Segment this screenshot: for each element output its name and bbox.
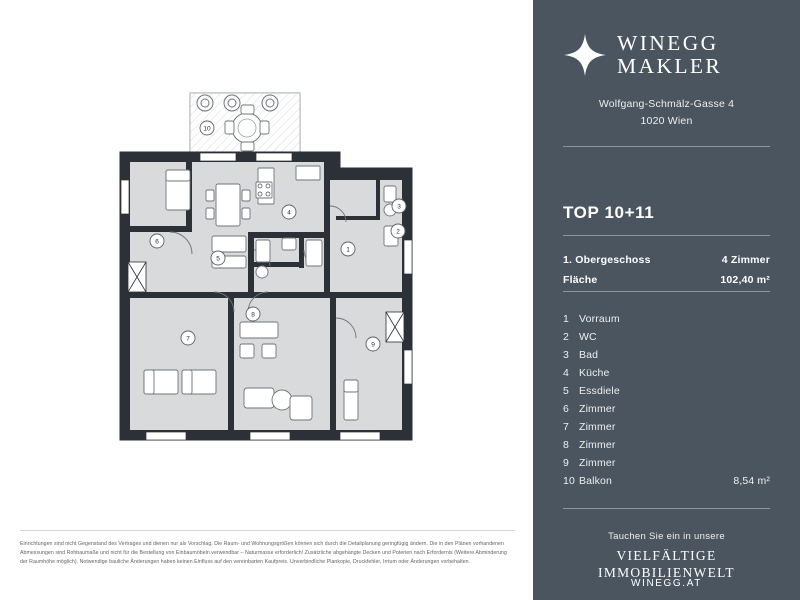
svg-text:4: 4 xyxy=(287,209,291,217)
svg-text:8: 8 xyxy=(251,311,255,319)
room-number: 9 xyxy=(563,457,569,469)
brand-wordmark xyxy=(617,32,722,78)
room-name: WC xyxy=(579,331,597,343)
room-number: 10 xyxy=(563,475,575,487)
brand-logo[interactable] xyxy=(563,32,770,78)
footer-tagline: Tauchen Sie ein in unsere xyxy=(608,531,725,542)
unit-floor-row xyxy=(563,254,770,266)
list-item xyxy=(563,367,770,385)
divider-2 xyxy=(563,235,770,236)
list-item xyxy=(563,403,770,421)
footer-claim-line2: IMMOBILIENWELT xyxy=(598,564,735,580)
room-number: 8 xyxy=(563,439,569,451)
room-number: 1 xyxy=(563,313,569,325)
room-name: Essdiele xyxy=(579,385,620,397)
room-name: Küche xyxy=(579,367,610,379)
svg-text:5: 5 xyxy=(216,255,220,263)
disclaimer-text: Einrichtungen sind nicht Gegenstand des Vertrages und dienen nur als Vorschlag. Die Raum- und Wohnungsgrößen können sich durch die Detailplanung geringfügig ändern. Die in den Plänen vorhandenen Abmessungen sind Rohbaumaße und nicht für die Bestellung von Einbaumöbeln verwendbar – Naturmasse erforderlich! Zusätzliche abgehängte Decken und Poterien nach Erfordernis (Weitere Abminderung der Raumhöhe möglich). Notwendige bauliche Änderungen haben keinen Einfluss auf den vereinbarten Kaufpreis. Unverbindliche Plankopie, Druckfehler, Irrtum oder Änderungen vorbehalten. xyxy=(20,541,507,566)
footer-claim xyxy=(533,548,800,582)
disclaimer-divider xyxy=(20,530,515,531)
info-panel-content xyxy=(533,0,800,600)
divider-3 xyxy=(563,291,770,292)
unit-area-value: 102,40 m² xyxy=(720,274,770,286)
room-number: 7 xyxy=(563,421,569,433)
list-item xyxy=(563,313,770,331)
footer-website[interactable]: WINEGG.AT xyxy=(631,578,702,589)
svg-text:2: 2 xyxy=(396,228,400,236)
divider-1 xyxy=(563,146,770,147)
room-name: Bad xyxy=(579,349,599,361)
list-item xyxy=(563,439,770,457)
list-item xyxy=(563,457,770,475)
svg-text:1: 1 xyxy=(346,246,350,254)
info-panel xyxy=(533,0,800,600)
unit-area-label: Fläche xyxy=(563,274,598,286)
footer-claim-line1: VIELFÄLTIGE xyxy=(616,548,717,563)
unit-rooms-value: 4 Zimmer xyxy=(721,254,770,266)
room-name: Zimmer xyxy=(579,439,616,451)
list-item xyxy=(563,421,770,439)
address-city: 1020 Wien xyxy=(640,115,693,128)
room-legend-list xyxy=(563,313,770,493)
room-name: Zimmer xyxy=(579,457,616,469)
property-address xyxy=(533,96,800,131)
unit-title: TOP 10+11 xyxy=(563,203,655,222)
room-name: Vorraum xyxy=(579,313,620,325)
room-name: Balkon xyxy=(579,475,613,487)
svg-text:9: 9 xyxy=(371,341,375,349)
list-item xyxy=(563,331,770,349)
unit-floor-label: 1. Obergeschoss xyxy=(563,254,651,266)
room-number: 4 xyxy=(563,367,569,379)
list-item xyxy=(563,385,770,403)
divider-4 xyxy=(563,508,770,509)
room-number: 3 xyxy=(563,349,569,361)
room-name: Zimmer xyxy=(579,421,616,433)
list-item xyxy=(563,475,770,493)
address-street: Wolfgang-Schmälz-Gasse 4 xyxy=(598,98,735,110)
list-item xyxy=(563,349,770,367)
svg-text:7: 7 xyxy=(186,335,190,343)
svg-text:3: 3 xyxy=(397,203,401,211)
room-number: 5 xyxy=(563,385,569,397)
room-area: 8,54 m² xyxy=(733,475,770,487)
svg-text:10: 10 xyxy=(203,125,211,133)
room-number: 2 xyxy=(563,331,569,343)
svg-text:6: 6 xyxy=(155,238,159,246)
brand-name-line1: WINEGG xyxy=(617,31,719,55)
room-number: 6 xyxy=(563,403,569,415)
four-point-star-icon xyxy=(563,33,607,77)
unit-area-row xyxy=(563,274,770,286)
brand-name-line2: MAKLER xyxy=(617,54,723,79)
room-name: Zimmer xyxy=(579,403,616,415)
